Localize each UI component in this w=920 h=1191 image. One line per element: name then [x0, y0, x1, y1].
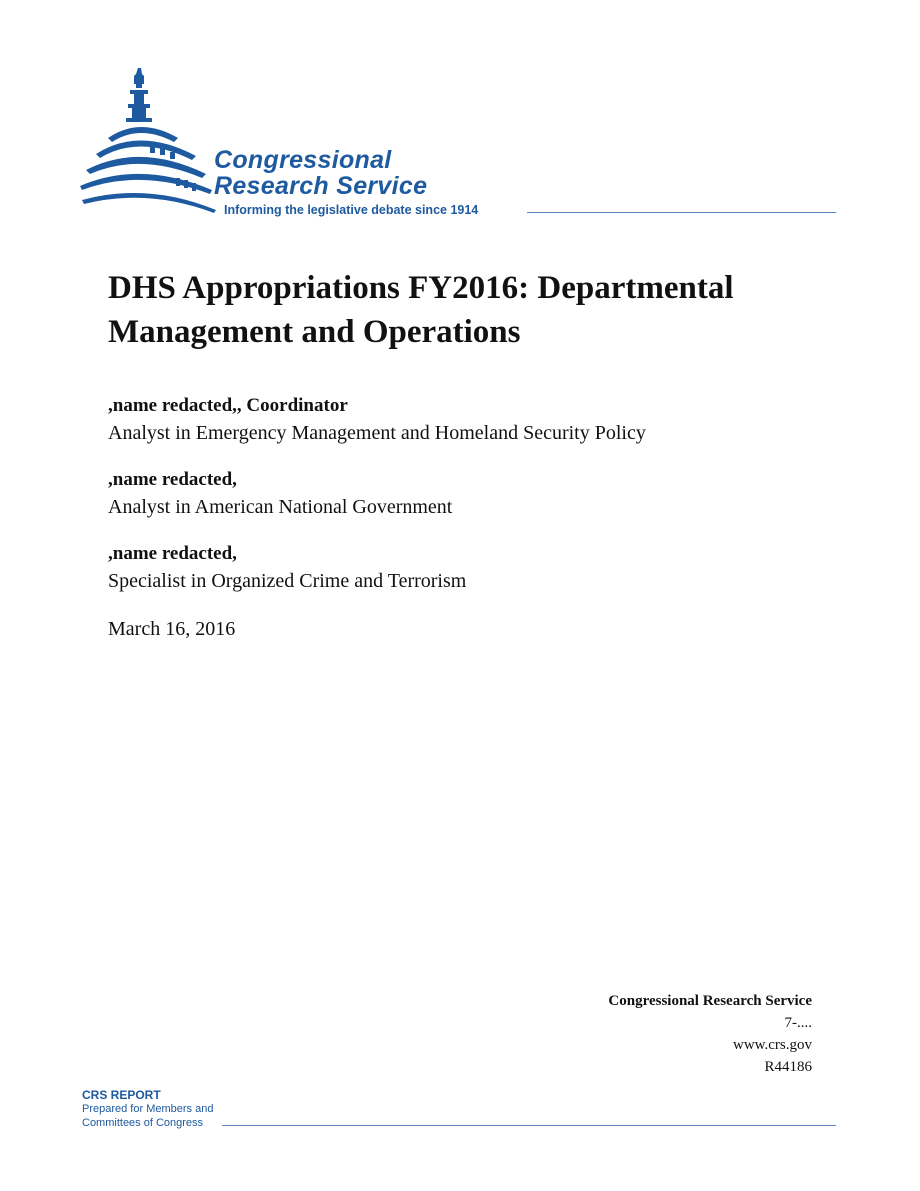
publisher-phone: 7-....	[784, 1015, 812, 1031]
header-rule	[527, 212, 836, 213]
author-role: Specialist in Organized Crime and Terrorism	[108, 570, 467, 592]
footer-rule	[222, 1125, 836, 1126]
author-name: ,name redacted,	[108, 543, 237, 564]
brand-name-line1: Congressional	[214, 146, 392, 174]
author-block	[108, 541, 466, 595]
author-name: ,name redacted,, Coordinator	[108, 395, 348, 416]
footer-line2: Committees of Congress	[82, 1117, 204, 1129]
report-date: March 16, 2016	[108, 618, 236, 640]
publisher-org: Congressional Research Service	[608, 993, 812, 1009]
report-title: DHS Appropriations FY2016: Departmental Management and Operations	[108, 270, 734, 350]
author-role: Analyst in American National Government	[108, 496, 453, 518]
footer-line1: Prepared for Members and	[82, 1103, 214, 1115]
author-role: Analyst in Emergency Management and Homeland Security Policy	[108, 422, 646, 444]
author-block	[108, 467, 452, 521]
footer-label: CRS REPORT	[82, 1088, 161, 1102]
author-block	[108, 393, 646, 447]
report-number: R44186	[764, 1059, 812, 1075]
footer-block	[82, 1088, 213, 1130]
publisher-info	[608, 990, 812, 1078]
publisher-website[interactable]: www.crs.gov	[732, 1037, 812, 1053]
brand-name-line2: Research Service	[214, 172, 428, 200]
author-name: ,name redacted,	[108, 469, 237, 490]
brand-tagline: Informing the legislative debate since 1914	[224, 203, 479, 217]
